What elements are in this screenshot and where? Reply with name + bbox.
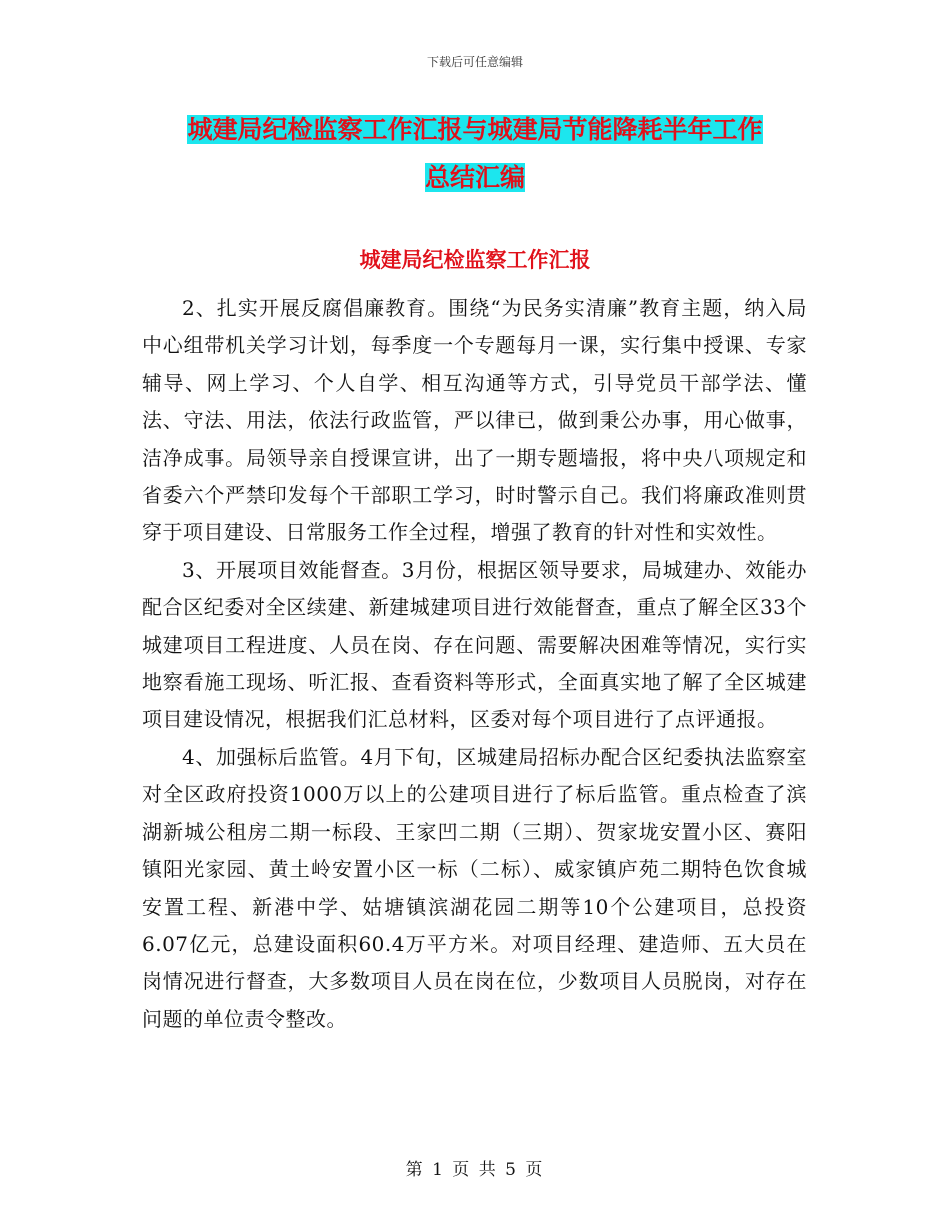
document-body: [142, 290, 807, 1038]
header-note: 下载后可任意编辑: [426, 55, 523, 69]
paragraph-item-2: 2、扎实开展反腐倡廉教育。围绕“为民务实清廉”教育主题，纳入局中心组带机关学习计划，每季度一个专题每月一课，实行集中授课、专家辅导、网上学习、个人自学、相互沟通等方式，引导党员干部学法、懂法、守法、用法，依法行政监管，严以律已，做到秉公办事，用心做事，洁净成事。局领导亲自授课宣讲，出了一期专题墙报，将中央八项规定和省委六个严禁印发每个干部职工学习，时时警示自己。我们将廉政准则贯穿于项目建设、日常服务工作全过程，增强了教育的针对性和实效性。: [142, 296, 807, 545]
document-title: [140, 106, 810, 202]
paragraph-item-3: 3、开展项目效能督查。3月份，根据区领导要求，局城建办、效能办配合区纪委对全区续建、新建城建项目进行效能督查，重点了解全区33个城建项目工程进度、人员在岗、存在问题、需要解决困难等情况，实行实地察看施工现场、听汇报、查看资料等形式，全面真实地了解了全区城建项目建设情况，根据我们汇总材料，区委对每个项目进行了点评通报。: [142, 557, 807, 732]
paragraph-item-4: 4、加强标后监管。4月下旬，区城建局招标办配合区纪委执法监察室对全区政府投资1000万以上的公建项目进行了标后监管。重点检查了滨湖新城公租房二期一标段、王家凹二期（三期）、贺家垅安置小区、赛阳镇阳光家园、黄土岭安置小区一标（二标）、威家镇庐苑二期特色饮食城安置工程、新港中学、姑塘镇滨湖花园二期等10个公建项目，总投资6.07亿元，总建设面积60.4万平方米。对项目经理、建造师、五大员在岗情况进行督查，大多数项目人员在岗在位，少数项目人员脱岗，对存在问题的单位责令整改。: [142, 744, 807, 1031]
document-title-line-1: 城建局纪检监察工作汇报与城建局节能降耗半年工作: [187, 115, 763, 144]
section-title: 城建局纪检监察工作汇报: [359, 248, 591, 272]
page-number-footer: 第 1 页 共 5 页: [405, 1160, 545, 1180]
document-title-line-2: 总结汇编: [424, 163, 525, 192]
